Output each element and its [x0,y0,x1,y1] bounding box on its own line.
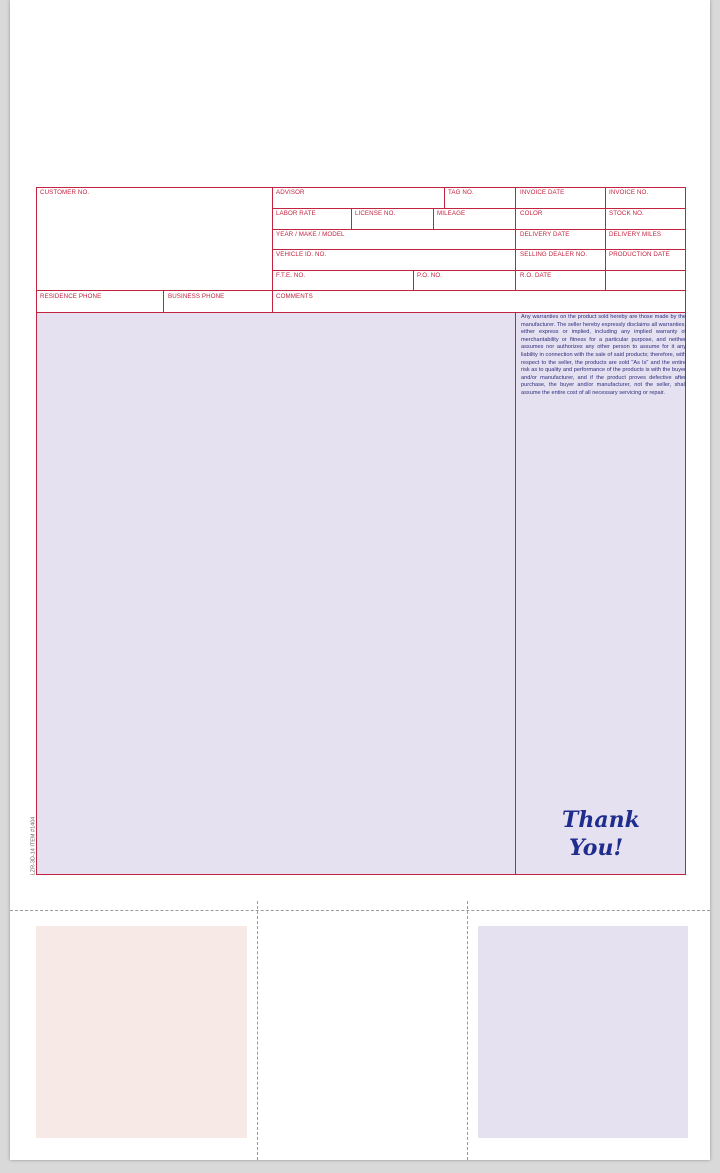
rule [444,187,445,208]
perforation-horizontal [10,910,710,911]
rule [351,208,352,229]
label-customer-no: CUSTOMER NO. [40,189,90,196]
label-delivery-miles: DELIVERY MILES [609,231,662,238]
label-year-make-model: YEAR / MAKE / MODEL [276,231,345,238]
pink-stub-block [36,926,247,1138]
rule [36,290,686,291]
rule [272,187,273,312]
label-stock-no: STOCK NO. [609,210,644,217]
rule [272,208,686,209]
label-selling-dealer-no: SELLING DEALER NO. [520,251,588,258]
thank-you-line-2: You! [569,835,624,861]
perforation-vertical [467,901,468,1160]
label-production-date: PRODUCTION DATE [609,251,670,258]
label-labor-rate: LABOR RATE [276,210,316,217]
rule [515,187,516,291]
rule [272,249,686,250]
rule [272,270,686,271]
label-business-phone: BUSINESS PHONE [168,293,225,300]
rule [515,312,516,875]
label-residence-phone: RESIDENCE PHONE [40,293,102,300]
label-fte-no: F.T.E. NO. [276,272,306,279]
lavender-stub-block [478,926,688,1138]
label-invoice-date: INVOICE DATE [520,189,565,196]
label-color: COLOR [520,210,543,217]
thank-you-script [562,806,642,862]
rule [272,229,686,230]
label-mileage: MILEAGE [437,210,466,217]
rule [605,187,606,291]
rule [36,312,686,313]
label-vehicle-id-no: VEHICLE ID. NO. [276,251,327,258]
form-page [10,0,710,1160]
label-ro-date: R.O. DATE [520,272,552,279]
perforation-vertical [257,901,258,1160]
rule [163,290,164,312]
label-license-no: LICENSE NO. [355,210,396,217]
label-tag-no: TAG NO. [448,189,474,196]
rule [413,270,414,291]
rule [433,208,434,229]
form-item-code: LZR-3D-14 ITEM #1404 [30,816,37,876]
label-po-no: P.O. NO. [417,272,443,279]
label-delivery-date: DELIVERY DATE [520,231,570,238]
label-invoice-no: INVOICE NO. [609,189,649,196]
label-advisor: ADVISOR [276,189,305,196]
label-comments: COMMENTS [276,293,313,300]
thank-you-line-1: Thank [562,807,640,833]
warranty-disclaimer: Any warranties on the product sold hereby are those made by the manufacturer. The seller hereby expressly disclaims all warranties, either express or implied, including any implied warranty of merchantability or fitness for a particular purpose, and neither assumes nor authorizes any other person to assume for it any liability in connection with the sale of said products; therefore, with respect to the seller, the products are sold "As Is" and the entire risk as to quality and performance of the products is with the buyer and/or manufacturer, and if the product proves defective after purchase, the buyer and/or manufacturer, not the seller, shall assume the entire cost of all necessary servicing or repair. [521,314,686,396]
